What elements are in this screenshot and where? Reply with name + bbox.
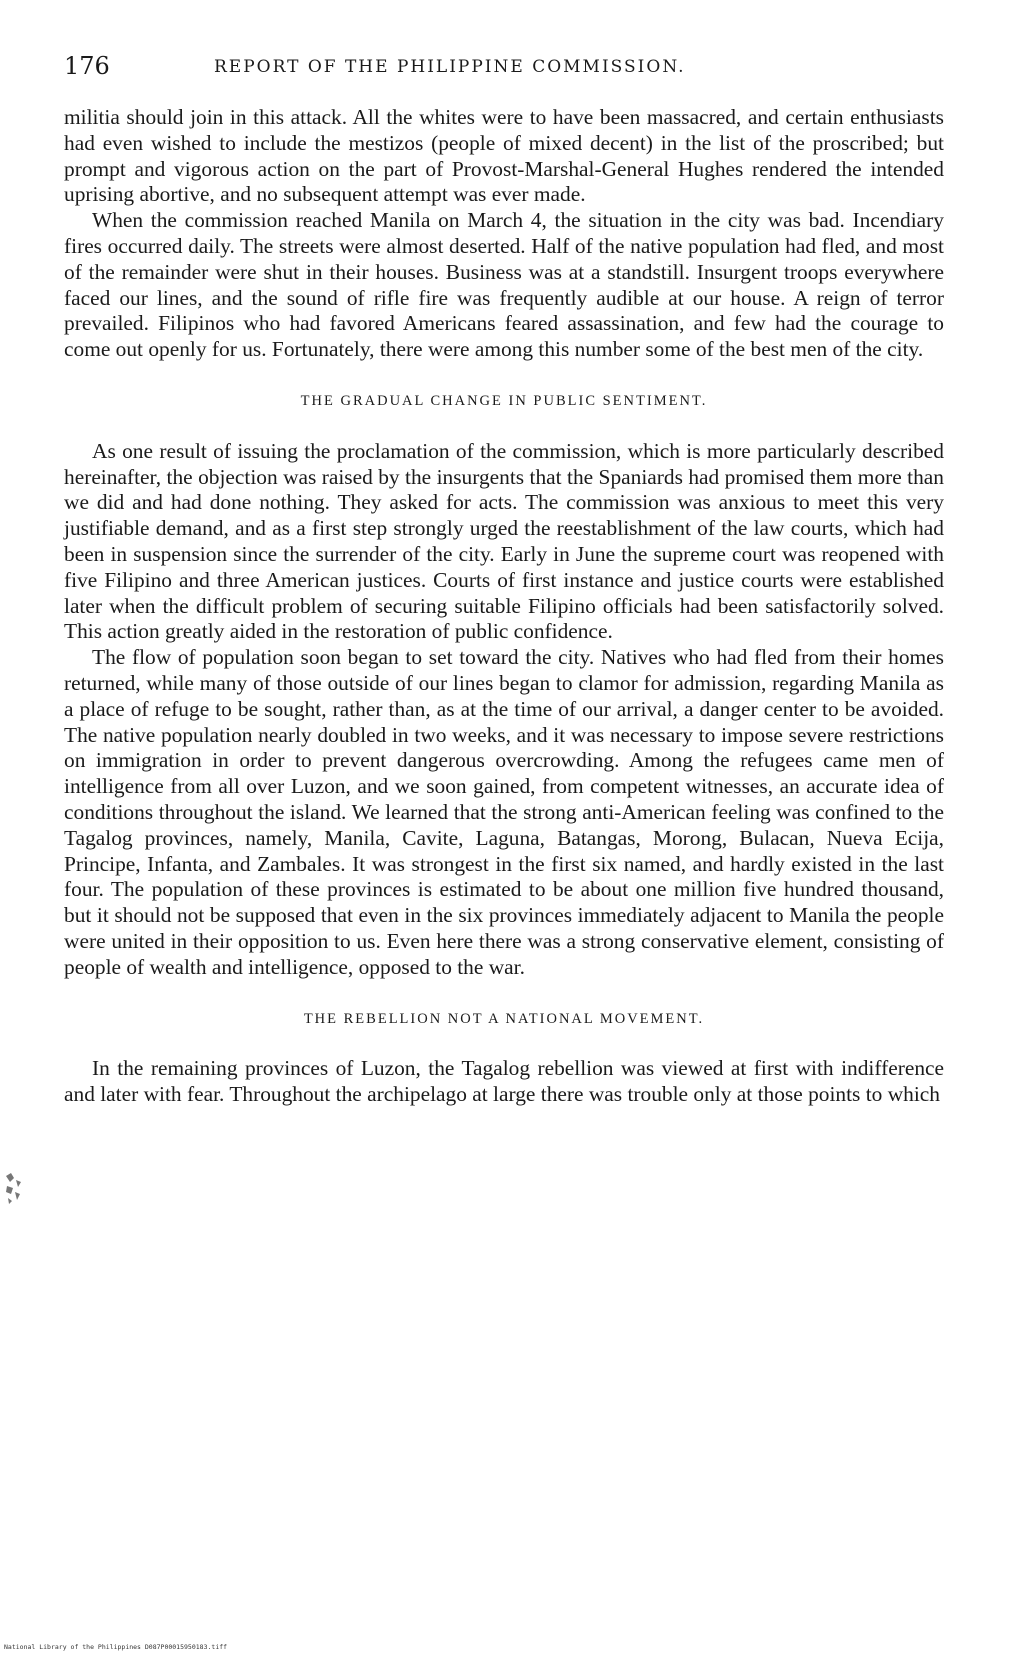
paragraph: As one result of issuing the proclamation of the commission, which is more particularly described hereinafter, the objection was raised by the insurgents that the Spaniards had promised them more than we did and had done nothing. They asked for acts. The commission was anxious to meet this very justifiable demand, and as a first step strongly urged the reestablishment of the law courts, which had been in suspension since the surrender of the city. Early in June the supreme court was reopened with five Filipino and three American justices. Courts of first instance and justice courts were established later when the difficult problem of securing suitable Filipino officials had been satisfactorily solved. This action greatly aided in the restoration of public confidence. (64, 438, 944, 644)
paragraph: In the remaining provinces of Luzon, the Tagalog rebellion was viewed at first with indifference and later with fear. Throughout the archipelago at large there was trouble only at those points to which (64, 1056, 944, 1107)
paragraph: The flow of population soon began to set toward the city. Natives who had fled from their homes returned, while many of those outside of our lines began to clamor for admission, regarding Manila as a place of refuge to be sought, rather than, as at the time of our arrival, a danger center to be avoided. The native population nearly doubled in two weeks, and it was necessary to impose severe restrictions on immigration in order to prevent dangerous overcrowding. Among the refugees came men of intelligence from all over Luzon, and we soon gained, from competent witnesses, an accurate idea of conditions throughout the island. We learned that the strong anti-American feeling was confined to the Tagalog provinces, namely, Manila, Cavite, Laguna, Batangas, Morong, Bulacan, Nueva Ecija, Principe, Infanta, and Zambales. It was strongest in the first six named, and hardly existed in the last four. The population of these provinces is estimated to be about one million five hundred thousand, but it should not be supposed that even in the six provinces immediately adjacent to Manila the people were united in their opposition to us. Even here there was a strong conservative element, consisting of people of wealth and intelligence, opposed to the war. (64, 645, 944, 979)
section-heading: THE GRADUAL CHANGE IN PUBLIC SENTIMENT. (300, 392, 708, 409)
scan-stamp: National Library of the Philippines D087P00015950183.tiff (4, 1643, 228, 1651)
running-title: REPORT OF THE PHILIPPINE COMMISSION. (214, 57, 686, 77)
paragraph: When the commission reached Manila on March 4, the situation in the city was bad. Incendiary fires occurred daily. The streets were almost deserted. Half of the native population had fled, and most of the remainder were shut in their houses. Business was at a standstill. Insurgent troops everywhere faced our lines, and the sound of rifle fire was frequently audible at our house. A reign of terror prevailed. Filipinos who had favored Americans feared assassination, and few had the courage to come out openly for us. Fortunately, there were among this number some of the best men of the city. (64, 208, 944, 362)
page-number: 176 (64, 52, 110, 80)
running-head (64, 52, 944, 82)
section-heading: THE REBELLION NOT A NATIONAL MOVEMENT. (303, 1010, 705, 1027)
body-text (64, 105, 944, 1108)
scan-artifact (2, 1170, 26, 1206)
paragraph: militia should join in this attack. All the whites were to have been massacred, and certain enthusiasts had even wished to include the mestizos (people of mixed decent) in the list of the proscribed; but prompt and vigorous action on the part of Provost-Marshal-General Hughes rendered the intended uprising abortive, and no subsequent attempt was ever made. (64, 105, 944, 207)
